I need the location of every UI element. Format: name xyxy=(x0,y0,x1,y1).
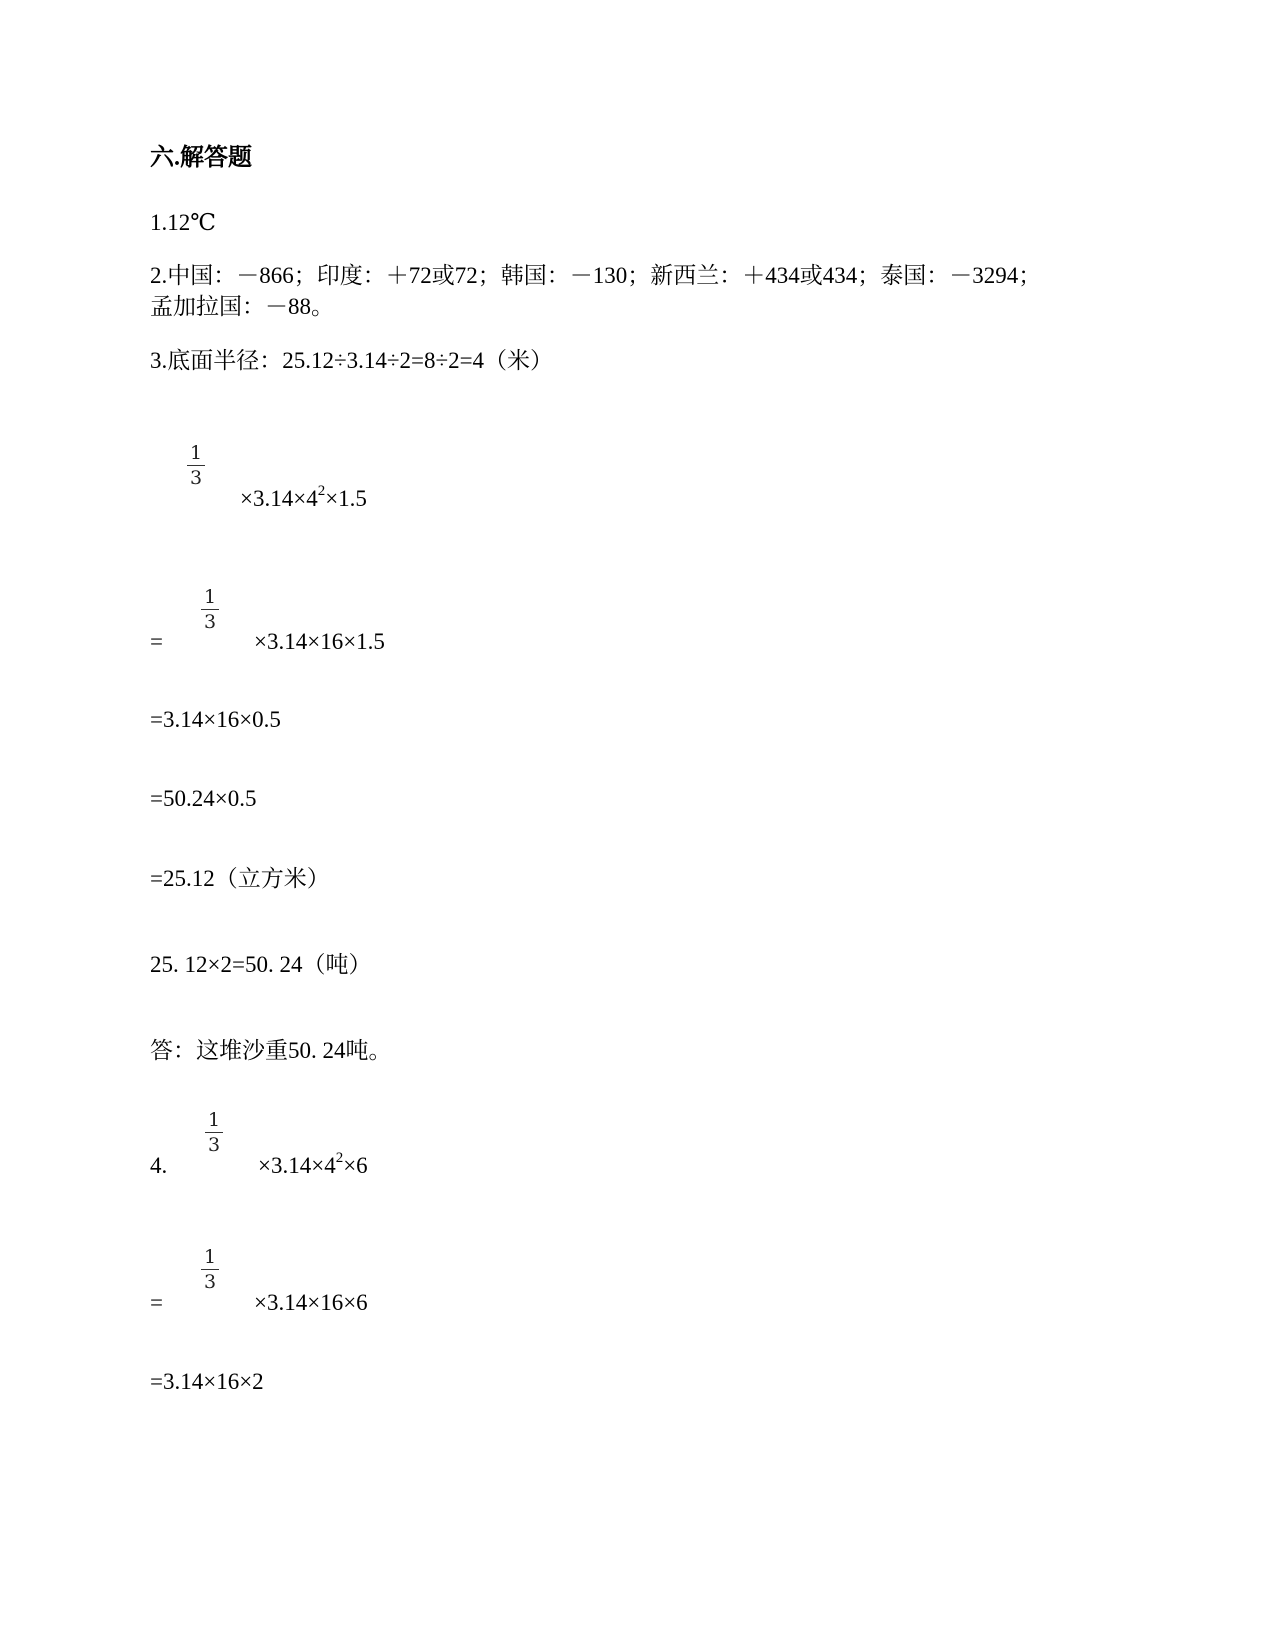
fraction-bar xyxy=(201,609,219,610)
answer-2-line-1: 2.中国：－866；印度：＋72或72；韩国：－130；新西兰：＋434或434；泰国：－3294； xyxy=(150,263,1042,288)
answer-4-step-2: ×3.14×16×6 xyxy=(254,1290,368,1315)
section-title: 六.解答题 xyxy=(150,145,252,171)
answer-4-step-1 xyxy=(258,1152,368,1180)
answer-4-step-3: =3.14×16×2 xyxy=(150,1369,264,1394)
fraction-numerator: 1 xyxy=(203,586,217,608)
fraction-numerator: 1 xyxy=(189,442,203,464)
answer-3-step-1 xyxy=(240,485,367,513)
fraction-bar xyxy=(201,1269,219,1270)
exponent: 2 xyxy=(317,483,326,500)
fraction-denominator: 3 xyxy=(207,1134,221,1156)
fraction-denominator: 3 xyxy=(203,611,217,633)
expression: ×3.14×4 xyxy=(240,486,318,511)
answer-2-line-2: 孟加拉国：－88。 xyxy=(150,294,334,319)
answer-3-step-2: ×3.14×16×1.5 xyxy=(254,629,385,654)
answer-3-step-3: =3.14×16×0.5 xyxy=(150,707,281,732)
fraction-denominator: 3 xyxy=(189,467,203,489)
answer-3-step-6: 25. 12×2=50. 24（吨） xyxy=(150,952,372,977)
answer-3-step-5: =25.12（立方米） xyxy=(150,866,330,891)
fraction-denominator: 3 xyxy=(203,1271,217,1293)
fraction-bar xyxy=(205,1132,223,1133)
answer-1: 1.12℃ xyxy=(150,210,216,235)
equals-sign: = xyxy=(150,629,163,654)
fraction-one-third xyxy=(199,586,221,633)
expression: ×3.14×4 xyxy=(258,1153,336,1178)
expression-tail: ×6 xyxy=(343,1153,368,1178)
fraction-numerator: 1 xyxy=(203,1246,217,1268)
fraction-one-third xyxy=(185,442,207,489)
fraction-one-third xyxy=(199,1246,221,1293)
fraction-bar xyxy=(187,465,205,466)
answer-3-conclusion: 答：这堆沙重50. 24吨。 xyxy=(150,1038,392,1063)
answer-4-number: 4. xyxy=(150,1153,168,1178)
answer-3-radius: 3.底面半径：25.12÷3.14÷2=8÷2=4（米） xyxy=(150,348,554,373)
expression-tail: ×1.5 xyxy=(325,486,367,511)
answer-3-step-4: =50.24×0.5 xyxy=(150,786,257,811)
fraction-numerator: 1 xyxy=(207,1109,221,1131)
exponent: 2 xyxy=(335,1150,344,1167)
equals-sign: = xyxy=(150,1290,163,1315)
fraction-one-third xyxy=(203,1109,225,1156)
